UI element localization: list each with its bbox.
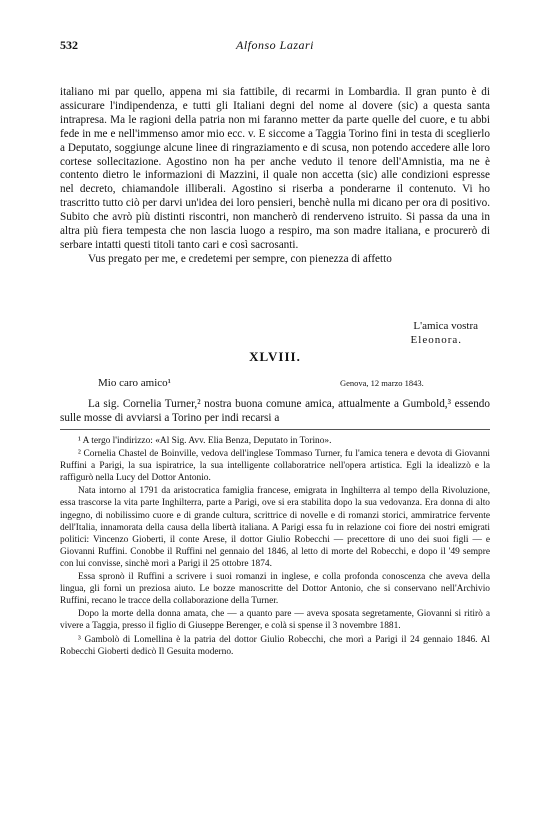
page-number: 532: [60, 38, 78, 52]
footnote: Essa spronò il Ruffini a scrivere i suoi romanzi in inglese, e colla profonda conoscenza che aveva della lingua, gli fornì un preziosa aiuto. Le bozze manoscritte del Dottor Antonio, che si conservano nell'Archivio Ruffini, recano le tracce della collaborazione della Turner.: [60, 572, 490, 607]
letter-signoff: [60, 320, 490, 346]
signature: Eleonora.: [410, 334, 462, 346]
footnote: ¹ A tergo l'indirizzo: «Al Sig. Avv. Elia Benza, Deputato in Torino».: [78, 436, 332, 446]
letter-number-heading: XLVIII.: [249, 349, 301, 364]
opening-paragraph: La sig. Cornelia Turner,² nostra buona comune amica, attualmente a Gumbold,³ essendo sulle mosse di avviarsi a Torino per indi recarsi a: [60, 398, 490, 424]
letter-body: [60, 86, 490, 267]
footnote: Dopo la morte della donna amata, che — a quanto pare — aveva sposata segretamente, Giovanni si ritirò a vivere a Taggia, presso il figlio di Giuseppe Berenger, e colà si spense il 3 novembre 1881.: [60, 609, 490, 632]
letter-opening: [60, 398, 490, 426]
footnote: Nata intorno al 1791 da aristocratica famiglia francese, emigrata in Inghilterra al tempo della Rivoluzione, essa trascorse la vita parte Inghilterra, parte a Parigi, ove si era stabilita dopo la sua vedovanza. Era donna di alto ingegno, di nobilissimo cuore e di grande cultura, scrittrice di novelle e di romanzi storici, ammiratrice fervente dell'Italia, innamorata della causa della libertà italiana. A Parigi essa fu in relazione coi fiore dei nostri emigrati politici: Vincenzo Gioberti, il conte Arese, il dottor Giulio Robecchi — precettore di uno dei suoi figli — e Giovanni Ruffini. Conobbe il Ruffini nel gennaio del 1846, al letto di morte del Robecchi, e dopo il '49 sempre con lui convisse, sinchè morì a Parigi il 25 ottobre 1874.: [60, 486, 490, 569]
running-title: Alfonso Lazari: [235, 38, 314, 52]
footnotes: [60, 435, 490, 658]
place-date: Genova, 12 marzo 1843.: [340, 378, 424, 388]
running-header: [60, 38, 490, 54]
body-paragraph: Vus pregato per me, e credetemi per sempre, con pienezza di affetto: [88, 252, 392, 265]
footnote: ³ Gambolò di Lomellina è la patria del dottor Giulio Robecchi, che morì a Parigi il 24 gennaio 1846. Al Robecchi Gioberti dedicò Il Gesuita moderno.: [60, 634, 490, 657]
footnote-divider: [60, 429, 490, 430]
footnote: ² Cornelia Chastel de Boinville, vedova dell'inglese Tommaso Turner, fu l'amica tenera e devota di Giovanni Ruffini a Parigi, la sua ispiratrice, la sua intelligente collaboratrice nell'opera artistica. Egli la idealizzò e la raffigurò nella Lucy del Dottor Antonio.: [60, 449, 490, 484]
closing-formula: L'amica vostra: [413, 320, 478, 332]
body-paragraph: italiano mi par quello, appena mi sia fattibile, di recarmi in Lombardia. Il gran punto è di assicurare l'indipendenza, e tutti gli Italiani degni del nome al dovere (sic) a questa santa intrapresa. Ma le ragioni della patria non mi faranno metter da parte quelle del cuore, e tu abbi fede in me e nell'immenso amor mio ecc. v. E siccome a Taggia Torino fini in testa di sceglierlo a Deputato, soggiunge alcune linee di ringraziamento e di scusa, non potendo accedere alle loro cortese sollecitazione. Agostino non ha per anche veduto il tenore dell'Amnistia, ma ne è contento dietro le informazioni di Mazzini, il quale non accetta (sic) alle condizioni espresse nel decreto, chiamandole illiberali. Agostino si riserba a ponderarne il contenuto. Vi ho trascritto tutto ciò per darvi un'idea dei loro pensieri, benchè nulla mi dicano per ora di positivo. Subito che avrò più distinti riscontri, non mancherò di renderveno istruito. Si passa da una in altra più fiera tempesta che non lascia luogo a respiro, ma son madre italiana, e procurerò di serbare intatti questi titoli tanto cari e così sacrosanti.: [60, 86, 490, 251]
salutation: Mio caro amico¹: [98, 377, 171, 389]
